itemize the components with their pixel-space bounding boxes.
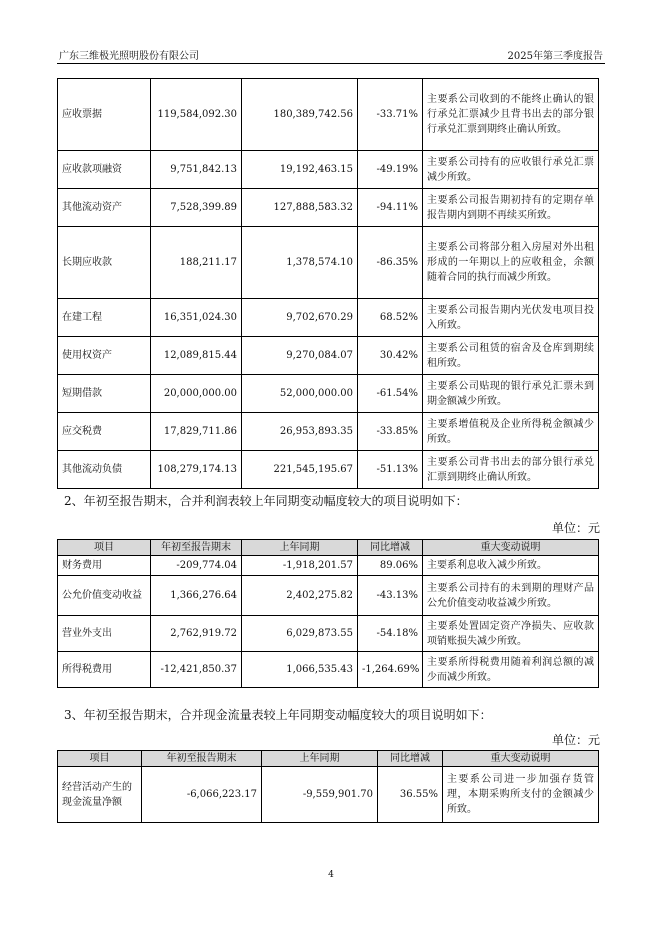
change-percent-cell: 30.42% bbox=[358, 337, 423, 375]
change-percent-cell: -61.54% bbox=[358, 375, 423, 413]
cash-flow-changes-table bbox=[57, 750, 599, 823]
previous-period-cell: 127,888,583.32 bbox=[242, 189, 358, 227]
table-row bbox=[58, 337, 599, 375]
change-percent-cell: -86.35% bbox=[358, 227, 423, 299]
item-cell: 应收款项融资 bbox=[58, 151, 151, 189]
balance-sheet-changes-table bbox=[57, 78, 599, 489]
table-row bbox=[58, 556, 599, 576]
current-period-cell: 2,762,919.72 bbox=[151, 616, 242, 652]
table-row bbox=[58, 299, 599, 337]
previous-period-cell: 1,378,574.10 bbox=[242, 227, 358, 299]
item-cell: 所得税费用 bbox=[58, 652, 151, 688]
item-cell: 营业外支出 bbox=[58, 616, 151, 652]
change-reason-cell: 主要系公司背书出去的部分银行承兑汇票到期终止确认所致。 bbox=[423, 451, 599, 489]
current-period-cell: 7,528,399.89 bbox=[151, 189, 242, 227]
change-reason-cell: 主要系公司持有的应收银行承兑汇票减少所致。 bbox=[423, 151, 599, 189]
previous-period-cell: 6,029,873.55 bbox=[242, 616, 358, 652]
table-row bbox=[58, 227, 599, 299]
column-header: 项目 bbox=[58, 540, 151, 556]
change-percent-cell: -51.13% bbox=[358, 451, 423, 489]
section3-unit: 单位：元 bbox=[551, 733, 600, 747]
change-percent-cell: -33.85% bbox=[358, 413, 423, 451]
previous-period-cell: -9,559,901.70 bbox=[262, 767, 378, 823]
header-divider bbox=[57, 63, 605, 64]
column-header: 项目 bbox=[58, 751, 142, 767]
current-period-cell: -12,421,850.37 bbox=[151, 652, 242, 688]
report-title: 2025年第三季度报告 bbox=[507, 51, 603, 62]
change-reason-cell: 主要系公司租赁的宿舍及仓库到期续租所致。 bbox=[423, 337, 599, 375]
table-row bbox=[58, 413, 599, 451]
income-statement-changes-table bbox=[57, 539, 599, 688]
current-period-cell: 20,000,000.00 bbox=[151, 375, 242, 413]
change-percent-cell: -1,264.69% bbox=[358, 652, 423, 688]
current-period-cell: 16,351,024.30 bbox=[151, 299, 242, 337]
change-percent-cell: -33.71% bbox=[358, 79, 423, 151]
table-row bbox=[58, 451, 599, 489]
current-period-cell: 17,829,711.86 bbox=[151, 413, 242, 451]
change-percent-cell: -54.18% bbox=[358, 616, 423, 652]
item-cell: 长期应收款 bbox=[58, 227, 151, 299]
current-period-cell: -209,774.04 bbox=[151, 556, 242, 576]
page-number: 4 bbox=[328, 870, 334, 880]
column-header: 重大变动说明 bbox=[423, 540, 599, 556]
table-row bbox=[58, 151, 599, 189]
change-percent-cell: 36.55% bbox=[378, 767, 443, 823]
column-header: 同比增减 bbox=[358, 540, 423, 556]
change-reason-cell: 主要系公司收到的不能终止确认的银行承兑汇票减少且背书出去的部分银行承兑汇票到期终止确认所致。 bbox=[423, 79, 599, 151]
change-reason-cell: 主要系公司报告期初持有的定期存单报告期内到期不再续买所致。 bbox=[423, 189, 599, 227]
previous-period-cell: 52,000,000.00 bbox=[242, 375, 358, 413]
item-cell: 其他流动负债 bbox=[58, 451, 151, 489]
item-cell: 使用权资产 bbox=[58, 337, 151, 375]
change-percent-cell: -94.11% bbox=[358, 189, 423, 227]
item-cell: 应交税费 bbox=[58, 413, 151, 451]
current-period-cell: 1,366,276.64 bbox=[151, 576, 242, 616]
previous-period-cell: 19,192,463.15 bbox=[242, 151, 358, 189]
column-header: 年初至报告期末 bbox=[142, 751, 262, 767]
change-reason-cell: 主要系公司贴现的银行承兑汇票未到期金额减少所致。 bbox=[423, 375, 599, 413]
change-percent-cell: 68.52% bbox=[358, 299, 423, 337]
change-reason-cell: 主要系公司持有的未到期的理财产品公允价值变动收益减少所致。 bbox=[423, 576, 599, 616]
change-reason-cell: 主要系增值税及企业所得税金额减少所致。 bbox=[423, 413, 599, 451]
previous-period-cell: 9,702,670.29 bbox=[242, 299, 358, 337]
change-percent-cell: -49.19% bbox=[358, 151, 423, 189]
change-reason-cell: 主要系公司进一步加强存货管理，本期采购所支付的金额减少所致。 bbox=[443, 767, 599, 823]
item-cell: 经营活动产生的现金流量净额 bbox=[58, 767, 142, 823]
item-cell: 短期借款 bbox=[58, 375, 151, 413]
previous-period-cell: 2,402,275.82 bbox=[242, 576, 358, 616]
table-row bbox=[58, 189, 599, 227]
current-period-cell: -6,066,223.17 bbox=[142, 767, 262, 823]
column-header: 年初至报告期末 bbox=[151, 540, 242, 556]
column-header: 重大变动说明 bbox=[443, 751, 599, 767]
change-reason-cell: 主要系公司报告期内光伏发电项目投入所致。 bbox=[423, 299, 599, 337]
change-reason-cell: 主要系所得税费用随着利润总额的减少而减少所致。 bbox=[423, 652, 599, 688]
table-row bbox=[58, 652, 599, 688]
table-row bbox=[58, 375, 599, 413]
change-reason-cell: 主要系公司将部分租入房屋对外出租形成的一年期以上的应收租金，余额随着合同的执行而减少所致。 bbox=[423, 227, 599, 299]
item-cell: 财务费用 bbox=[58, 556, 151, 576]
section2-unit: 单位：元 bbox=[551, 521, 600, 535]
column-header: 上年同期 bbox=[242, 540, 358, 556]
change-percent-cell: 89.06% bbox=[358, 556, 423, 576]
table-row bbox=[58, 767, 599, 823]
item-cell: 在建工程 bbox=[58, 299, 151, 337]
company-name: 广东三维极光照明股份有限公司 bbox=[59, 51, 199, 62]
change-reason-cell: 主要系处置固定资产净损失、应收款项销账损失减少所致。 bbox=[423, 616, 599, 652]
current-period-cell: 9,751,842.13 bbox=[151, 151, 242, 189]
previous-period-cell: -1,918,201.57 bbox=[242, 556, 358, 576]
current-period-cell: 119,584,092.30 bbox=[151, 79, 242, 151]
item-cell: 公允价值变动收益 bbox=[58, 576, 151, 616]
current-period-cell: 108,279,174.13 bbox=[151, 451, 242, 489]
change-reason-cell: 主要系利息收入减少所致。 bbox=[423, 556, 599, 576]
table-row bbox=[58, 616, 599, 652]
table-row bbox=[58, 576, 599, 616]
previous-period-cell: 221,545,195.67 bbox=[242, 451, 358, 489]
current-period-cell: 188,211.17 bbox=[151, 227, 242, 299]
section3-title: 3、年初至报告期末，合并现金流量表较上年同期变动幅度较大的项目说明如下： bbox=[64, 708, 492, 722]
current-period-cell: 12,089,815.44 bbox=[151, 337, 242, 375]
section2-title: 2、年初至报告期末，合并利润表较上年同期变动幅度较大的项目说明如下： bbox=[64, 494, 468, 508]
previous-period-cell: 9,270,084.07 bbox=[242, 337, 358, 375]
previous-period-cell: 180,389,742.56 bbox=[242, 79, 358, 151]
item-cell: 其他流动资产 bbox=[58, 189, 151, 227]
column-header: 同比增减 bbox=[378, 751, 443, 767]
table-row bbox=[58, 79, 599, 151]
previous-period-cell: 26,953,893.35 bbox=[242, 413, 358, 451]
item-cell: 应收票据 bbox=[58, 79, 151, 151]
change-percent-cell: -43.13% bbox=[358, 576, 423, 616]
previous-period-cell: 1,066,535.43 bbox=[242, 652, 358, 688]
column-header: 上年同期 bbox=[262, 751, 378, 767]
